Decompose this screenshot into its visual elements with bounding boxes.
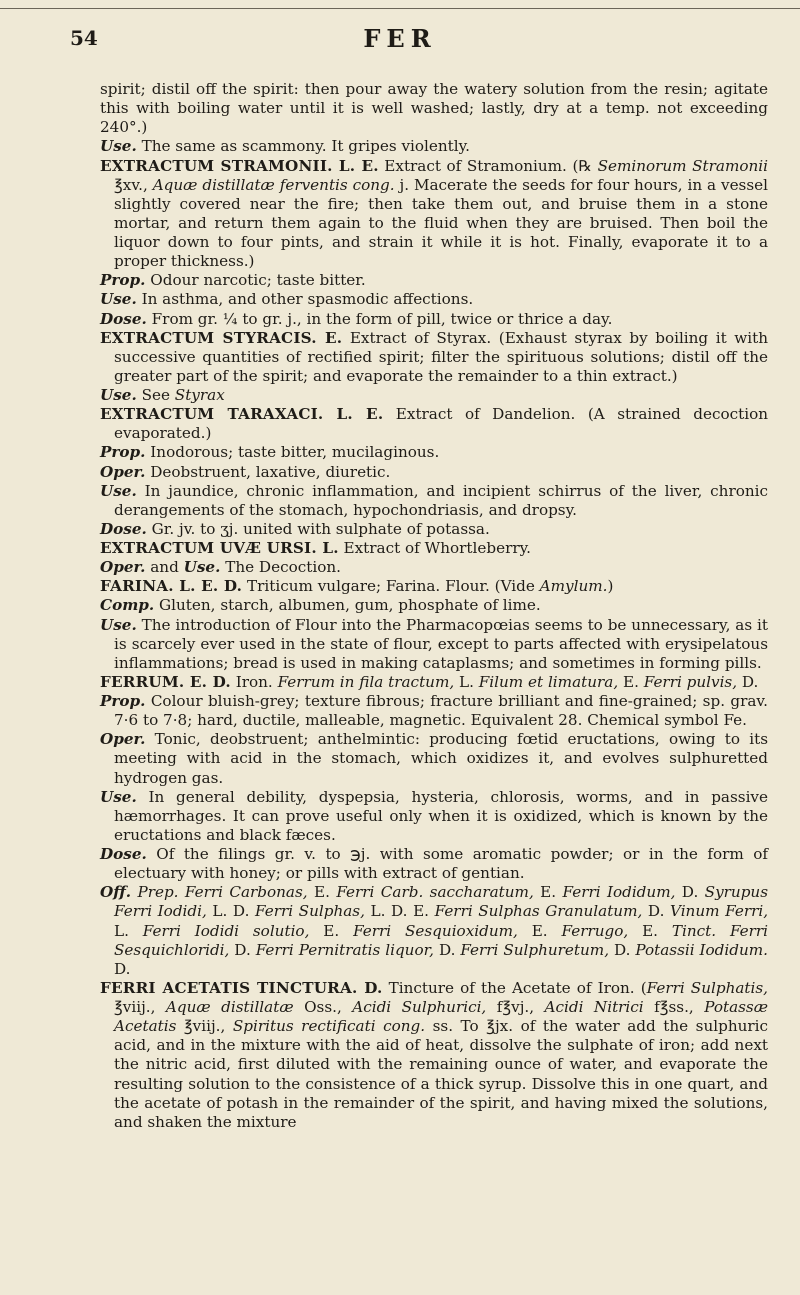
entry-extractum-uvae-ursi: EXTRACTUM UVÆ URSI. L. Extract of Whortleberry. [100,539,531,557]
entry-use: Use. In general debility, dyspepsia, hysteria, chlorosis, worms, and in passive hæmorrhages. It can prove useful only when it is oxidized, which is known by the eructations and black fæces. [100,787,768,844]
entry-extractum-stramonii: EXTRACTUM STRAMONII. L. E. Extract of Stramonium. (℞ Seminorum Stramonii ℥xv., Aquæ distillatæ ferventis cong. j. Macerate the seeds for four hours, in a vessel slightly covered near the fire; then take them out, and bruise them in a stone mortar, and return them again to the fluid when they are bruised. Then boil the liquor down to four pints, and strain it while it is hot. Finally, evaporate it to a proper thickness.) [100,156,769,271]
entry-ferrum: FERRUM. E. D. Iron. Ferrum in fila tractum, L. Filum et limatura, E. Ferri pulvis, D. [100,672,759,691]
entry-ferri-acetatis-tinctura: FERRI ACETATIS TINCTURA. D. Tincture of the Acetate of Iron. (Ferri Sulphatis, ℥viij., Aquæ distillatæ Oss., Acidi Sulphurici, f℥vj., Acidi Nitrici f℥ss., Potassæ Acetatis ℥viij., Spiritus rectificati cong. ss. To ℥jx. of the water add the sulphuric acid, and in the mixture with the aid of heat, dissolve the sulphate of iron; add next the nitric acid, first diluted with the remaining ounce of water, and evaporate the resulting solution to the consistence of a thick syrup. Dissolve this in one quart, and the acetate of potash in the remainder of the spirit, and having mixed the solutions, and shaken the mixture [100,978,769,1131]
entry-oper: Oper. Deobstruent, laxative, diuretic. [100,462,391,481]
entry-use: Use. In jaundice, chronic inflammation, and incipient schirrus of the liver, chronic derangements of the stomach, hypochondriasis, and dropsy. [100,481,768,519]
entry-prop: Prop. Odour narcotic; taste bitter. [100,271,366,290]
entry-dose: Dose. Of the filings gr. v. to ℈j. with some aromatic powder; or in the form of electuary with honey; or pills with extract of gentian. [100,845,768,883]
headword: EXTRACTUM UVÆ URSI. L. [100,539,339,557]
entry-off-prep: Off. Prep. Ferri Carbonas, E. Ferri Carb. saccharatum, E. Ferri Iodidum, D. Syrupus Ferri Iodidi, L. D. Ferri Sulphas, L. D. E. Ferri Sulphas Granulatum, D. Vinum Ferri, L. Ferri Iodidi solutio, E. Ferri Sesquioxidum, E. Ferrugo, E. Tinct. Ferri Sesquichloridi, D. Ferri Pernitratis liquor, D. Ferri Sulphuretum, D. Potassii Iodidum. D. [100,883,769,978]
entry-prop: Prop. Inodorous; taste bitter, mucilaginous. [100,443,440,462]
entry-farina: FARINA. L. E. D. Triticum vulgare; Farina. Flour. (Vide Amylum.) [100,577,614,596]
continued-paragraph: spirit; distil off the spirit: then pour away the watery solution from the resin; agitate this with boiling water until it is well washed; lastly, dry at a temp. not exceeding 240°.) [100,80,768,137]
entry-oper-use: Oper. and Use. The Decoction. [100,558,341,577]
headword: FERRUM. E. D. [100,672,231,691]
label-use: Use. [100,137,137,156]
entry-prop: Prop. Colour bluish-grey; texture fibrous; fracture brilliant and fine-grained; sp. grav. 7·6 to 7·8; hard, ductile, malleable, magnetic. Equivalent 28. Chemical symbol Fe. [100,692,768,730]
entry-comp: Comp. Gluten, starch, albumen, gum, phosphate of lime. [100,596,541,615]
entry-use: Use. The same as scammony. It gripes violently. [100,137,471,156]
entry-dose: Dose. Gr. jv. to ʒj. united with sulphate of potassa. [100,519,490,538]
headword: FERRI ACETATIS TINCTURA. D. [100,978,383,997]
entry-oper: Oper. Tonic, deobstruent; anthelmintic: producing fœtid eructations, owing to its meeting with acid in the stomach, which oxidizes it, and evolves sulphuretted hydrogen gas. [100,730,769,787]
entry-use: Use. See Styrax [100,386,225,404]
entry-dose: Dose. From gr. ¼ to gr. j., in the form of pill, twice or thrice a day. [100,309,613,328]
headword: EXTRACTUM TARAXACI. L. E. [100,405,384,424]
entry-use: Use. In asthma, and other spasmodic affections. [100,290,474,309]
headword: FARINA. L. E. D. [100,577,243,596]
page-header [0,22,800,58]
entry-use: Use. The introduction of Flour into the Pharmacopœias seems to be unnecessary, as it is scarcely ever used in the state of flour, except to parts affected with erysipelatous inflammations; bread is used in making cataplasms; and sometimes in forming pills. [100,615,768,672]
dictionary-text [100,80,768,1132]
headword: EXTRACTUM STYRACIS. E. [100,328,343,347]
running-head: FER [363,24,437,53]
entry-extractum-taraxaci: EXTRACTUM TARAXACI. L. E. Extract of Dandelion. (A strained decoction evaporated.) [100,405,769,443]
page-edge-rule [0,8,800,9]
page-number: 54 [70,26,98,50]
headword: EXTRACTUM STRAMONII. L. E. [100,156,379,175]
entry-extractum-styracis: EXTRACTUM STYRACIS. E. Extract of Styrax. (Exhaust styrax by boiling it with successive quantities of rectified spirit; filter the spirituous solutions; distil off the greater part of the spirit; and evaporate the remainder to a thin extract.) [100,328,768,385]
